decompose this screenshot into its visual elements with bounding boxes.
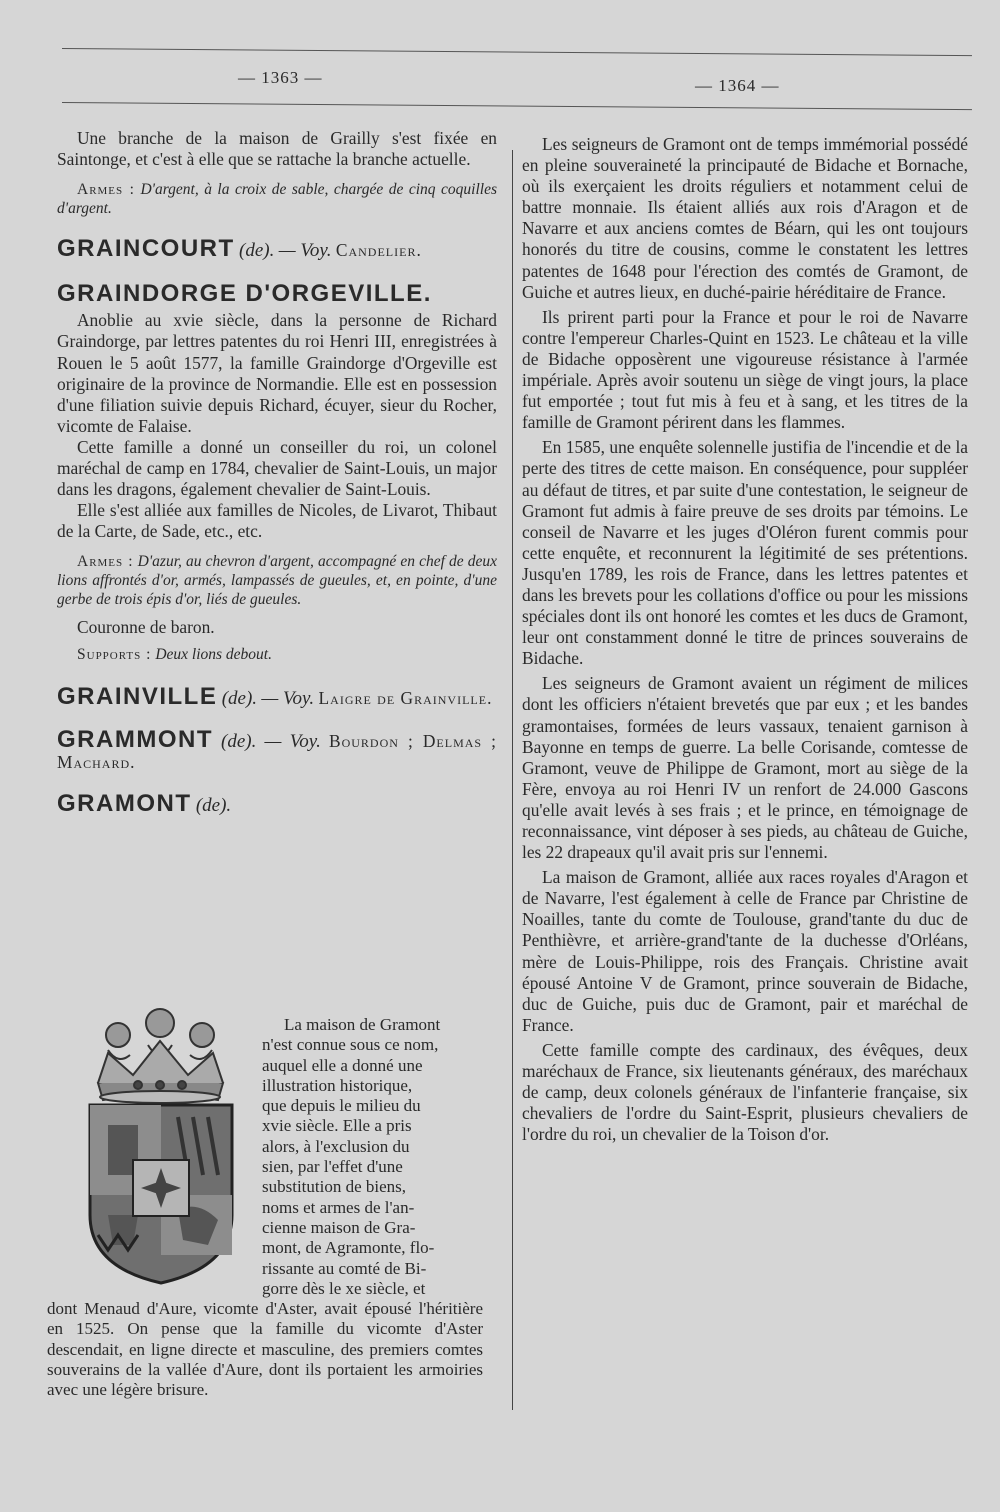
gramont-line: que depuis le milieu du bbox=[262, 1096, 421, 1116]
entry-voy: — Voy. bbox=[261, 687, 315, 709]
ducal-crown-icon bbox=[98, 1009, 223, 1103]
entry-heading: GRAMONT bbox=[57, 789, 192, 817]
graincourt-entry bbox=[57, 235, 497, 263]
supports-text: Deux lions debout. bbox=[155, 645, 272, 663]
header-rule-bottom bbox=[62, 102, 972, 110]
gramont-line: auquel elle a donné une bbox=[262, 1055, 423, 1075]
entry-reference: Laigre de Grainville. bbox=[318, 687, 493, 708]
gramont-side-text bbox=[262, 1015, 484, 1299]
gramont-tail-text bbox=[47, 1299, 483, 1400]
entry-voy: — Voy. bbox=[278, 240, 332, 262]
grailly-armes bbox=[57, 180, 497, 218]
gramont-tail: dont Menaud d'Aure, vicomte d'Aster, avait épousé l'héritière en 1525. On pense que la famille du vicomte d'Aster descendait, en ligne directe et masculine, des premiers comtes souverains de la vallée d'Aure, dont ils portaient les armoiries avec une légère brisure. bbox=[47, 1299, 483, 1400]
gramont-line: substitution de biens, bbox=[262, 1177, 407, 1197]
right-column bbox=[522, 134, 968, 1145]
entry-particle: (de). bbox=[239, 240, 275, 262]
gramont-line: La maison de Gramont bbox=[284, 1015, 441, 1034]
entry-heading: GRAINVILLE bbox=[57, 682, 218, 710]
column-separator bbox=[512, 150, 513, 1410]
entry-reference: Bourdon ; Delmas ; Machard. bbox=[57, 730, 497, 772]
entry-reference: Candelier. bbox=[335, 240, 422, 261]
entry-particle: (de). bbox=[221, 687, 258, 709]
entry-particle: (de). bbox=[195, 794, 232, 816]
gramont-line: mont, de Agramonte, flo- bbox=[262, 1238, 435, 1258]
armes-text: D'argent, à la croix de sable, chargée de cinq coquilles d'argent. bbox=[57, 181, 497, 218]
gramont-line: rissante au comté de Bi- bbox=[262, 1258, 427, 1278]
right-paragraph-1: Les seigneurs de Gramont ont de temps immémorial possédé en pleine souveraineté la principauté de Bidache et Bornache, où ils exerçaient les droits réguliers et notamment celui de battre monnaie. Ils étaient alliés aux rois d'Aragon et de Navarre et aux anciens comtes de Béarn, qui les ont toujours honorés du titre de cousins, comme le constatent les lettres patentes de 1648 pour l'érection des comtés de Gramont, de Guiche et autres lieux, en duché-pairie héréditaire de France. bbox=[522, 134, 968, 302]
right-paragraph-6: Cette famille compte des cardinaux, des évêques, deux maréchaux de France, six lieutenants généraux, des maréchaux de camp, deux colonels généraux de l'infanterie française, six chevaliers de l'ordre du Saint-Esprit, plusieurs chevaliers de l'ordre du roi, un chevalier de la Toison d'or. bbox=[522, 1039, 968, 1145]
gramont-line: noms et armes de l'an- bbox=[262, 1197, 415, 1217]
right-paragraph-2: Ils prirent parti pour la France et pour le roi de Navarre contre l'empereur Charles-Quint en 1523. Le château et la ville de Bidache opposèrent une vigoureuse résistance à l'armée impériale. Après avoir soutenu un siège de vingt jours, la place fut emportée ; tout fut mis à feu et à sang, et les titres de la famille de Gramont périrent dans les flammes. bbox=[522, 306, 968, 433]
page-number-left: — 1363 — bbox=[238, 68, 323, 87]
page-number-right: — 1364 — bbox=[695, 76, 780, 95]
right-paragraph-5: La maison de Gramont, alliée aux races royales d'Aragon et de Navarre, l'est également à celle de France par Christine de Noailles, tante du comte de Toulouse, grand'tante du duc de Penthièvre, et arrière-grand'tante de la duchesse d'Orléans, mère de Louis-Philippe, rois des Français. Christine avait épousé Antoine V de Gramont, prince souverain de Bidache, duc de Guiche, puis duc de Gramont, pair et maréchal de France. bbox=[522, 867, 968, 1035]
right-paragraph-4: Les seigneurs de Gramont avaient un régiment de milices dont les officiers n'étaient brevetés que par eux ; et les bandes gramontaises, formées de leurs vassaux, tenaient garnison à Bayonne en temps de guerre. La belle Corisande, comtesse de Gramont, veuve de Philippe de Gramont, mort au siège de la Fère, envoya au roi Henri IV un renfort de 24.000 Gascons qu'elle avait levés à ses frais ; et le prince, en témoignage de reconnaissance, vint déposer à ses pieds, au château de Guiche, les 22 drapeaux qu'il avait pris sur l'ennemi. bbox=[522, 673, 968, 863]
gramont-line: xvie siècle. Elle a pris bbox=[262, 1116, 412, 1136]
graindorge-armes bbox=[57, 552, 497, 609]
armes-label: Armes : bbox=[77, 181, 135, 199]
coat-of-arms-icon bbox=[78, 1005, 243, 1285]
graindorge-paragraph-2: Cette famille a donné un conseiller du roi, un colonel maréchal de camp en 1784, chevalier de Saint-Louis, un major dans les dragons, également chevalier de Saint-Louis. bbox=[57, 436, 497, 500]
entry-heading: GRAMMONT bbox=[57, 725, 213, 753]
right-paragraph-3: En 1585, une enquête solennelle justifia de l'incendie et de la perte des titres de cette maison. En conséquence, pour suppléer au défaut de titres, et par suite d'une contestation, le seigneur de Gramont fut admis à faire preuve de ses droits par témoins. Le conseil de Navarre et les juges d'Oléron furent commis pour cette enquête, et reconnurent la légitimité de ses prétentions. Jusqu'en 1789, les rois de France, dans les lettres patentes et dans les brevets pour les collations d'office ou pour les missions spéciales dont ils ont honoré les comtes et les ducs de Gramont, leur ont constamment donné le titre de princes souverains de Bidache. bbox=[522, 437, 968, 669]
graindorge-paragraph-3: Elle s'est alliée aux familles de Nicoles, de Livarot, Thibaut de la Carte, de Sade, etc., etc. bbox=[57, 500, 497, 542]
grainville-entry bbox=[57, 682, 497, 710]
gramont-line: illustration historique, bbox=[262, 1075, 413, 1095]
supports-label: Supports : bbox=[77, 645, 152, 663]
graindorge-paragraph-1: Anoblie au xvie siècle, dans la personne de Richard Graindorge, par lettres patentes du roi Henri III, enregistrées à Rouen le 5 août 1577, la famille Graindorge d'Orgeville est originaire de la province de Normandie. Elle est en possession d'une filiation suivie depuis Richard, écuyer, sieur du Rocher, vicomte de Falaise. bbox=[57, 310, 497, 436]
graindorge-heading-wrap bbox=[57, 280, 497, 308]
header-rule-top bbox=[62, 48, 972, 56]
gramont-line: cienne maison de Gra- bbox=[262, 1217, 416, 1237]
entry-voy: — Voy. bbox=[264, 730, 321, 752]
gramont-line: n'est connue sous ce nom, bbox=[262, 1035, 439, 1055]
armes-label: Armes : bbox=[77, 553, 134, 571]
gramont-line: alors, à l'exclusion du bbox=[262, 1136, 410, 1156]
left-column bbox=[57, 128, 497, 816]
graindorge-couronne: Couronne de baron. bbox=[77, 617, 215, 638]
graindorge-supports bbox=[57, 645, 497, 664]
entry-particle: (de). bbox=[221, 730, 257, 752]
entry-heading: GRAINDORGE D'ORGEVILLE. bbox=[57, 280, 432, 308]
grailly-paragraph: Une branche de la maison de Grailly s'est fixée en Saintonge, et c'est à elle que se rattache la branche actuelle. bbox=[57, 128, 497, 170]
grammont-entry bbox=[57, 725, 497, 773]
armes-text: D'azur, au chevron d'argent, accompagné en chef de deux lions affrontés d'or, armés, lampassés de gueules, et, en pointe, d'une gerbe de trois épis d'or, liés de gueules. bbox=[57, 553, 498, 609]
entry-heading: GRAINCOURT bbox=[57, 235, 235, 263]
gramont-line: gorre dès le xe siècle, et bbox=[262, 1278, 426, 1298]
gramont-line: sien, par l'effet d'une bbox=[262, 1157, 403, 1177]
gramont-heading-wrap bbox=[57, 789, 497, 817]
